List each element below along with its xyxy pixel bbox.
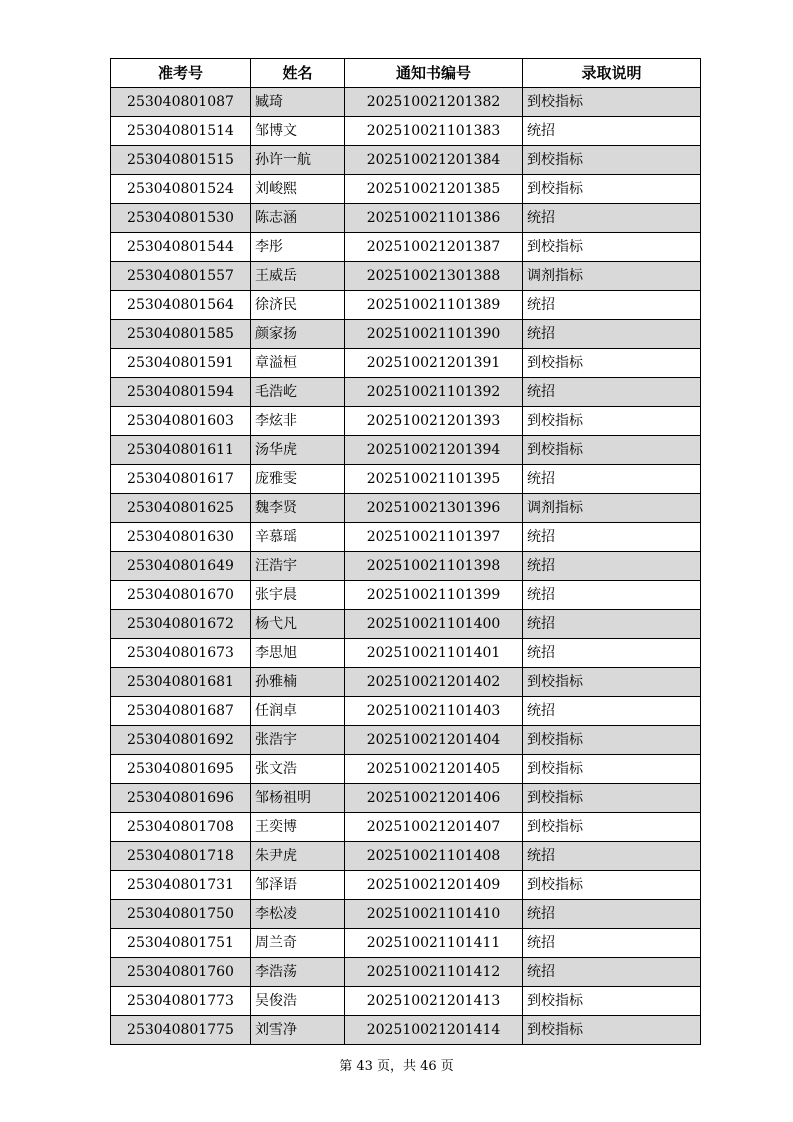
table-row — [111, 842, 701, 871]
cell-admission-note: 统招 — [523, 291, 701, 320]
cell-notice-number: 202510021201387 — [345, 233, 523, 262]
cell-exam-number: 253040801775 — [111, 1016, 251, 1045]
table-row — [111, 755, 701, 784]
table-row — [111, 958, 701, 987]
cell-notice-number: 202510021101397 — [345, 523, 523, 552]
cell-exam-number: 253040801514 — [111, 117, 251, 146]
table-row — [111, 204, 701, 233]
cell-notice-number: 202510021201413 — [345, 987, 523, 1016]
cell-admission-note: 到校指标 — [523, 871, 701, 900]
cell-notice-number: 202510021101400 — [345, 610, 523, 639]
table-header-row — [111, 59, 701, 88]
cell-notice-number: 202510021301396 — [345, 494, 523, 523]
cell-notice-number: 202510021101403 — [345, 697, 523, 726]
cell-exam-number: 253040801649 — [111, 552, 251, 581]
table-row — [111, 581, 701, 610]
cell-name: 李浩荡 — [251, 958, 345, 987]
cell-name: 杨弋凡 — [251, 610, 345, 639]
table-row — [111, 1016, 701, 1045]
cell-notice-number: 202510021201391 — [345, 349, 523, 378]
cell-admission-note: 到校指标 — [523, 668, 701, 697]
table-row — [111, 117, 701, 146]
table-row — [111, 378, 701, 407]
cell-exam-number: 253040801515 — [111, 146, 251, 175]
cell-name: 徐济民 — [251, 291, 345, 320]
cell-admission-note: 统招 — [523, 929, 701, 958]
cell-name: 王威岳 — [251, 262, 345, 291]
cell-admission-note: 统招 — [523, 378, 701, 407]
cell-admission-note: 到校指标 — [523, 233, 701, 262]
cell-name: 孙雅楠 — [251, 668, 345, 697]
table-row — [111, 88, 701, 117]
cell-name: 吴俊浩 — [251, 987, 345, 1016]
cell-admission-note: 到校指标 — [523, 175, 701, 204]
cell-exam-number: 253040801760 — [111, 958, 251, 987]
table-row — [111, 407, 701, 436]
cell-notice-number: 202510021101401 — [345, 639, 523, 668]
cell-name: 刘峻熙 — [251, 175, 345, 204]
cell-admission-note: 到校指标 — [523, 146, 701, 175]
cell-admission-note: 到校指标 — [523, 784, 701, 813]
cell-exam-number: 253040801750 — [111, 900, 251, 929]
cell-name: 张浩宇 — [251, 726, 345, 755]
cell-admission-note: 到校指标 — [523, 987, 701, 1016]
cell-exam-number: 253040801611 — [111, 436, 251, 465]
cell-admission-note: 统招 — [523, 958, 701, 987]
table-row — [111, 349, 701, 378]
cell-exam-number: 253040801773 — [111, 987, 251, 1016]
cell-name: 王奕博 — [251, 813, 345, 842]
header-notice-number: 通知书编号 — [345, 59, 523, 88]
cell-name: 汪浩宇 — [251, 552, 345, 581]
cell-notice-number: 202510021101395 — [345, 465, 523, 494]
admission-table — [110, 58, 701, 1045]
cell-admission-note: 统招 — [523, 639, 701, 668]
cell-admission-note: 统招 — [523, 465, 701, 494]
table-row — [111, 465, 701, 494]
cell-name: 周兰奇 — [251, 929, 345, 958]
cell-notice-number: 202510021101383 — [345, 117, 523, 146]
cell-exam-number: 253040801695 — [111, 755, 251, 784]
cell-name: 臧琦 — [251, 88, 345, 117]
cell-exam-number: 253040801692 — [111, 726, 251, 755]
table-row — [111, 175, 701, 204]
table-row — [111, 668, 701, 697]
cell-exam-number: 253040801557 — [111, 262, 251, 291]
cell-notice-number: 202510021201393 — [345, 407, 523, 436]
cell-name: 颜家扬 — [251, 320, 345, 349]
table-row — [111, 987, 701, 1016]
cell-exam-number: 253040801087 — [111, 88, 251, 117]
table-row — [111, 262, 701, 291]
cell-exam-number: 253040801591 — [111, 349, 251, 378]
cell-admission-note: 统招 — [523, 320, 701, 349]
header-exam-number: 准考号 — [111, 59, 251, 88]
cell-notice-number: 202510021201404 — [345, 726, 523, 755]
table-row — [111, 929, 701, 958]
cell-exam-number: 253040801530 — [111, 204, 251, 233]
cell-exam-number: 253040801672 — [111, 610, 251, 639]
table-row — [111, 436, 701, 465]
cell-admission-note: 统招 — [523, 552, 701, 581]
table-row — [111, 146, 701, 175]
cell-admission-note: 统招 — [523, 204, 701, 233]
cell-exam-number: 253040801594 — [111, 378, 251, 407]
cell-exam-number: 253040801585 — [111, 320, 251, 349]
cell-name: 孙许一航 — [251, 146, 345, 175]
cell-exam-number: 253040801524 — [111, 175, 251, 204]
cell-notice-number: 202510021101389 — [345, 291, 523, 320]
cell-admission-note: 到校指标 — [523, 1016, 701, 1045]
cell-exam-number: 253040801630 — [111, 523, 251, 552]
cell-notice-number: 202510021201394 — [345, 436, 523, 465]
cell-exam-number: 253040801696 — [111, 784, 251, 813]
cell-name: 邹泽语 — [251, 871, 345, 900]
cell-exam-number: 253040801673 — [111, 639, 251, 668]
cell-exam-number: 253040801670 — [111, 581, 251, 610]
cell-notice-number: 202510021101398 — [345, 552, 523, 581]
cell-name: 李炫非 — [251, 407, 345, 436]
table-row — [111, 233, 701, 262]
table-row — [111, 523, 701, 552]
page-footer: 第 43 页，共 46 页 — [339, 1059, 454, 1074]
cell-notice-number: 202510021201382 — [345, 88, 523, 117]
cell-name: 张宇晨 — [251, 581, 345, 610]
cell-notice-number: 202510021201402 — [345, 668, 523, 697]
table-row — [111, 813, 701, 842]
cell-admission-note: 到校指标 — [523, 407, 701, 436]
cell-admission-note: 统招 — [523, 581, 701, 610]
cell-admission-note: 统招 — [523, 523, 701, 552]
table-row — [111, 320, 701, 349]
cell-admission-note: 统招 — [523, 842, 701, 871]
cell-admission-note: 统招 — [523, 117, 701, 146]
cell-admission-note: 调剂指标 — [523, 494, 701, 523]
cell-exam-number: 253040801687 — [111, 697, 251, 726]
table-row — [111, 639, 701, 668]
cell-notice-number: 202510021201384 — [345, 146, 523, 175]
cell-exam-number: 253040801718 — [111, 842, 251, 871]
cell-notice-number: 202510021101410 — [345, 900, 523, 929]
cell-notice-number: 202510021201385 — [345, 175, 523, 204]
cell-exam-number: 253040801617 — [111, 465, 251, 494]
table-row — [111, 726, 701, 755]
cell-admission-note: 到校指标 — [523, 726, 701, 755]
cell-name: 魏李贤 — [251, 494, 345, 523]
cell-notice-number: 202510021301388 — [345, 262, 523, 291]
table-row — [111, 291, 701, 320]
cell-admission-note: 统招 — [523, 900, 701, 929]
cell-exam-number: 253040801731 — [111, 871, 251, 900]
cell-admission-note: 调剂指标 — [523, 262, 701, 291]
cell-name: 邹博文 — [251, 117, 345, 146]
cell-exam-number: 253040801751 — [111, 929, 251, 958]
cell-name: 庞雅雯 — [251, 465, 345, 494]
cell-exam-number: 253040801564 — [111, 291, 251, 320]
cell-name: 章溢桓 — [251, 349, 345, 378]
cell-exam-number: 253040801708 — [111, 813, 251, 842]
cell-notice-number: 202510021101392 — [345, 378, 523, 407]
cell-notice-number: 202510021101408 — [345, 842, 523, 871]
cell-name: 李思旭 — [251, 639, 345, 668]
table-row — [111, 784, 701, 813]
cell-admission-note: 到校指标 — [523, 436, 701, 465]
cell-admission-note: 到校指标 — [523, 755, 701, 784]
cell-notice-number: 202510021101412 — [345, 958, 523, 987]
cell-name: 李彤 — [251, 233, 345, 262]
cell-name: 张文浩 — [251, 755, 345, 784]
table-row — [111, 494, 701, 523]
cell-name: 邹杨祖明 — [251, 784, 345, 813]
cell-notice-number: 202510021201407 — [345, 813, 523, 842]
cell-admission-note: 统招 — [523, 697, 701, 726]
header-name: 姓名 — [251, 59, 345, 88]
cell-notice-number: 202510021201406 — [345, 784, 523, 813]
cell-notice-number: 202510021201405 — [345, 755, 523, 784]
cell-admission-note: 到校指标 — [523, 813, 701, 842]
cell-admission-note: 到校指标 — [523, 88, 701, 117]
table-row — [111, 900, 701, 929]
cell-name: 汤华虎 — [251, 436, 345, 465]
cell-name: 任润卓 — [251, 697, 345, 726]
cell-name: 朱尹虎 — [251, 842, 345, 871]
cell-notice-number: 202510021101390 — [345, 320, 523, 349]
cell-notice-number: 202510021101386 — [345, 204, 523, 233]
cell-admission-note: 到校指标 — [523, 349, 701, 378]
cell-notice-number: 202510021201414 — [345, 1016, 523, 1045]
cell-exam-number: 253040801603 — [111, 407, 251, 436]
cell-name: 毛浩屹 — [251, 378, 345, 407]
cell-admission-note: 统招 — [523, 610, 701, 639]
table-row — [111, 552, 701, 581]
cell-notice-number: 202510021201409 — [345, 871, 523, 900]
table-row — [111, 610, 701, 639]
cell-name: 刘雪净 — [251, 1016, 345, 1045]
table-row — [111, 697, 701, 726]
cell-name: 陈志涵 — [251, 204, 345, 233]
table-row — [111, 871, 701, 900]
cell-name: 李松凌 — [251, 900, 345, 929]
cell-exam-number: 253040801544 — [111, 233, 251, 262]
cell-exam-number: 253040801681 — [111, 668, 251, 697]
cell-notice-number: 202510021101411 — [345, 929, 523, 958]
cell-name: 辛慕瑶 — [251, 523, 345, 552]
cell-exam-number: 253040801625 — [111, 494, 251, 523]
cell-notice-number: 202510021101399 — [345, 581, 523, 610]
header-admission-note: 录取说明 — [523, 59, 701, 88]
table-body — [111, 88, 701, 1045]
